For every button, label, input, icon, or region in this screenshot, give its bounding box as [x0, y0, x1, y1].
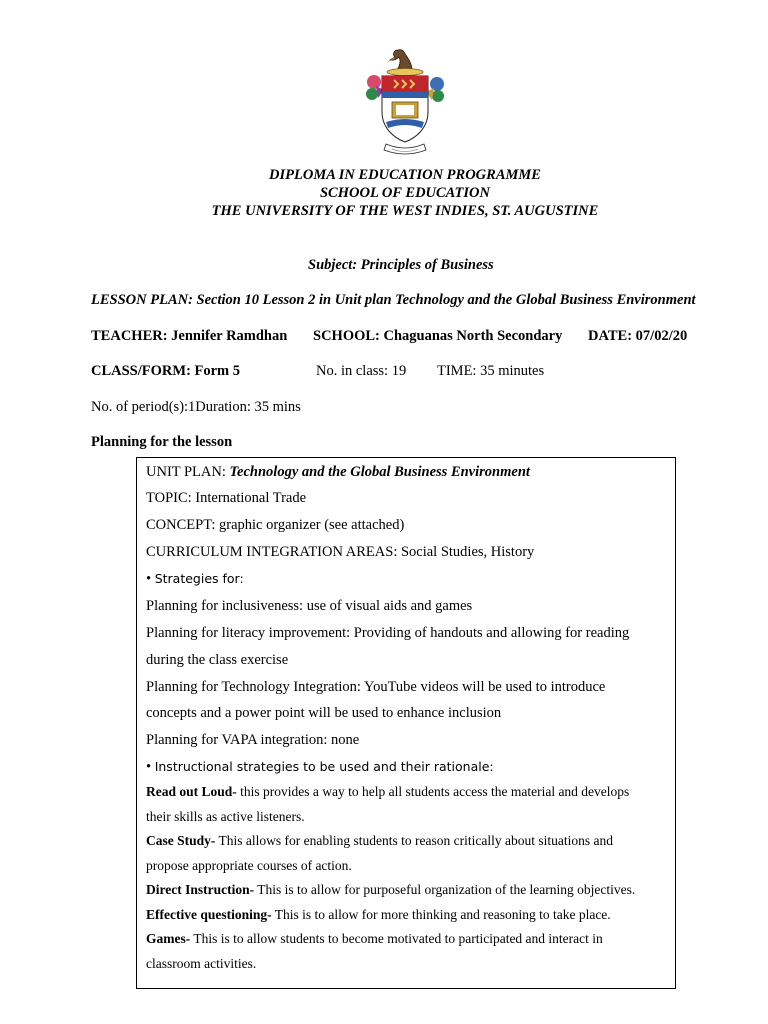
unit-plan-label: UNIT PLAN: — [146, 464, 230, 480]
games-row-1 — [146, 930, 603, 948]
bullet-text: Strategies for: — [154, 571, 244, 586]
read-out-loud-row-1 — [146, 783, 629, 801]
strategy-label: Games- — [146, 931, 191, 946]
strategy-label: Case Study- — [146, 833, 216, 848]
class-form-field: CLASS/FORM: Form 5 — [91, 363, 241, 379]
planning-box — [136, 457, 676, 989]
class-size-field: No. in class: 19 — [316, 363, 407, 379]
unit-plan-row — [146, 463, 530, 481]
technology-row-2: concepts and a power point will be used to enhance inclusion — [146, 705, 502, 721]
university-heading: THE UNIVERSITY OF THE WEST INDIES, ST. AUGUSTINE — [211, 203, 599, 219]
topic-row: TOPIC: International Trade — [146, 490, 307, 506]
school-heading: SCHOOL OF EDUCATION — [319, 185, 490, 201]
concept-row: CONCEPT: graphic organizer (see attached) — [146, 517, 405, 533]
curriculum-row: CURRICULUM INTEGRATION AREAS: Social Studies, History — [146, 544, 535, 560]
strategy-text: this provides a way to help all students access the material and develops — [236, 784, 630, 799]
instructional-bullet — [146, 758, 494, 776]
planning-heading: Planning for the lesson — [91, 434, 233, 450]
read-out-loud-row-2: their skills as active listeners. — [146, 809, 305, 824]
strategy-text: This is to allow for purposeful organization of the learning objectives. — [254, 882, 636, 897]
bullet-mark: • — [146, 571, 155, 587]
programme-heading: DIPLOMA IN EDUCATION PROGRAMME — [269, 167, 541, 183]
periods-duration-field: No. of period(s):1Duration: 35 mins — [91, 399, 301, 415]
games-row-2: classroom activities. — [146, 956, 257, 971]
inclusiveness-row: Planning for inclusiveness: use of visual aids and games — [146, 598, 473, 614]
lesson-plan-line: LESSON PLAN: Section 10 Lesson 2 in Unit plan Technology and the Global Business Environment — [91, 292, 696, 308]
strategies-bullet — [146, 570, 244, 588]
university-crest — [364, 46, 446, 158]
strategy-text: This is to allow students to become motivated to participated and interact in — [190, 931, 603, 946]
case-study-row-2: propose appropriate courses of action. — [146, 858, 352, 873]
unit-plan-value: Technology and the Global Business Environment — [229, 464, 530, 480]
strategy-text: This is to allow for more thinking and reasoning to take place. — [271, 907, 611, 922]
strategy-label: Direct Instruction- — [146, 882, 255, 897]
bullet-text: Instructional strategies to be used and their rationale: — [154, 759, 494, 774]
strategy-text: This allows for enabling students to reason critically about situations and — [215, 833, 613, 848]
school-field: SCHOOL: Chaguanas North Secondary — [313, 328, 563, 344]
subject-line: Subject: Principles of Business — [308, 257, 494, 273]
direct-instruction-row — [146, 881, 635, 899]
case-study-row-1 — [146, 832, 613, 850]
bullet-mark: • — [146, 759, 155, 775]
literacy-row-1: Planning for literacy improvement: Providing of handouts and allowing for reading — [146, 625, 630, 641]
teacher-field: TEACHER: Jennifer Ramdhan — [91, 328, 288, 344]
technology-row-1: Planning for Technology Integration: YouTube videos will be used to introduce — [146, 679, 606, 695]
strategy-label: Effective questioning- — [146, 907, 272, 922]
strategy-label: Read out Loud- — [146, 784, 237, 799]
effective-questioning-row — [146, 906, 611, 924]
literacy-row-2: during the class exercise — [146, 652, 289, 668]
vapa-row: Planning for VAPA integration: none — [146, 732, 360, 748]
time-field: TIME: 35 minutes — [437, 363, 545, 379]
date-field: DATE: 07/02/20 — [588, 328, 688, 344]
